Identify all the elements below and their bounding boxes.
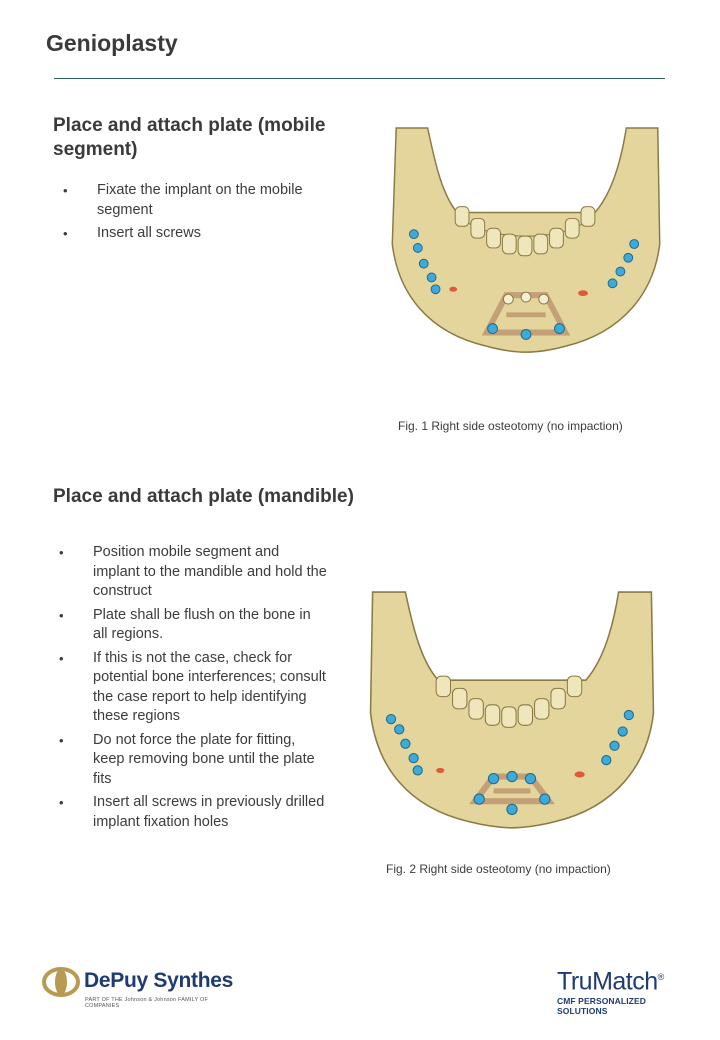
- bullet-icon: •: [59, 650, 64, 666]
- jaw-implant-figure-1: [388, 126, 664, 362]
- depuy-synthes-logo: [42, 965, 242, 1010]
- trumatch-logo: [557, 963, 697, 1017]
- section-heading-mandible: Place and attach plate (mandible): [53, 486, 354, 507]
- figure-caption-2: Fig. 2 Right side osteotomy (no impaction): [386, 862, 611, 876]
- bullet-icon: •: [59, 545, 64, 560]
- list-item: • Do not force the plate for fitting, keep removing bone until the plate fits: [59, 731, 315, 787]
- page-title: Genioplasty: [46, 30, 178, 56]
- mandible-illustration-icon: [388, 126, 664, 362]
- bullet-list-mandible: [59, 543, 329, 836]
- depuy-synthes-logo-icon: [42, 967, 80, 997]
- depuy-synthes-brand: DePuy Synthes: [84, 969, 233, 992]
- list-item: • Position mobile segment and implant to the mandible and hold the construct: [59, 544, 327, 599]
- list-item: • Insert all screws: [63, 224, 353, 244]
- list-item: • Plate shall be flush on the bone in all regions.: [59, 606, 311, 642]
- bullet-icon: •: [63, 226, 68, 241]
- list-item: • Insert all screws in previously drilled implant fixation holes: [59, 794, 325, 830]
- list-item: • Fixate the implant on the mobile segment: [63, 182, 303, 218]
- bullet-icon: •: [59, 607, 64, 623]
- jaw-implant-figure-2: [364, 590, 660, 836]
- registered-mark-icon: ®: [657, 972, 664, 982]
- mandible-illustration-icon: [364, 590, 660, 836]
- bullet-icon: •: [63, 183, 68, 198]
- bullet-list-mobile-segment: [63, 181, 353, 248]
- depuy-synthes-tagline: PART OF THE Johnson & Johnson FAMILY OF COMPANIES: [85, 997, 209, 1009]
- list-item: • If this is not the case, check for potential bone interferences; consult the case report to help identifying these regions: [59, 649, 326, 724]
- trumatch-brand: TruMatch®: [557, 967, 664, 996]
- section-heading-mobile-segment: Place and attach plate (mobile segment): [53, 115, 326, 160]
- figure-caption-1: Fig. 1 Right side osteotomy (no impaction): [398, 419, 623, 433]
- trumatch-tagline: CMF PERSONALIZED SOLUTIONS: [557, 996, 646, 1017]
- bullet-icon: •: [59, 795, 64, 810]
- title-divider: [54, 78, 665, 79]
- bullet-icon: •: [59, 732, 64, 748]
